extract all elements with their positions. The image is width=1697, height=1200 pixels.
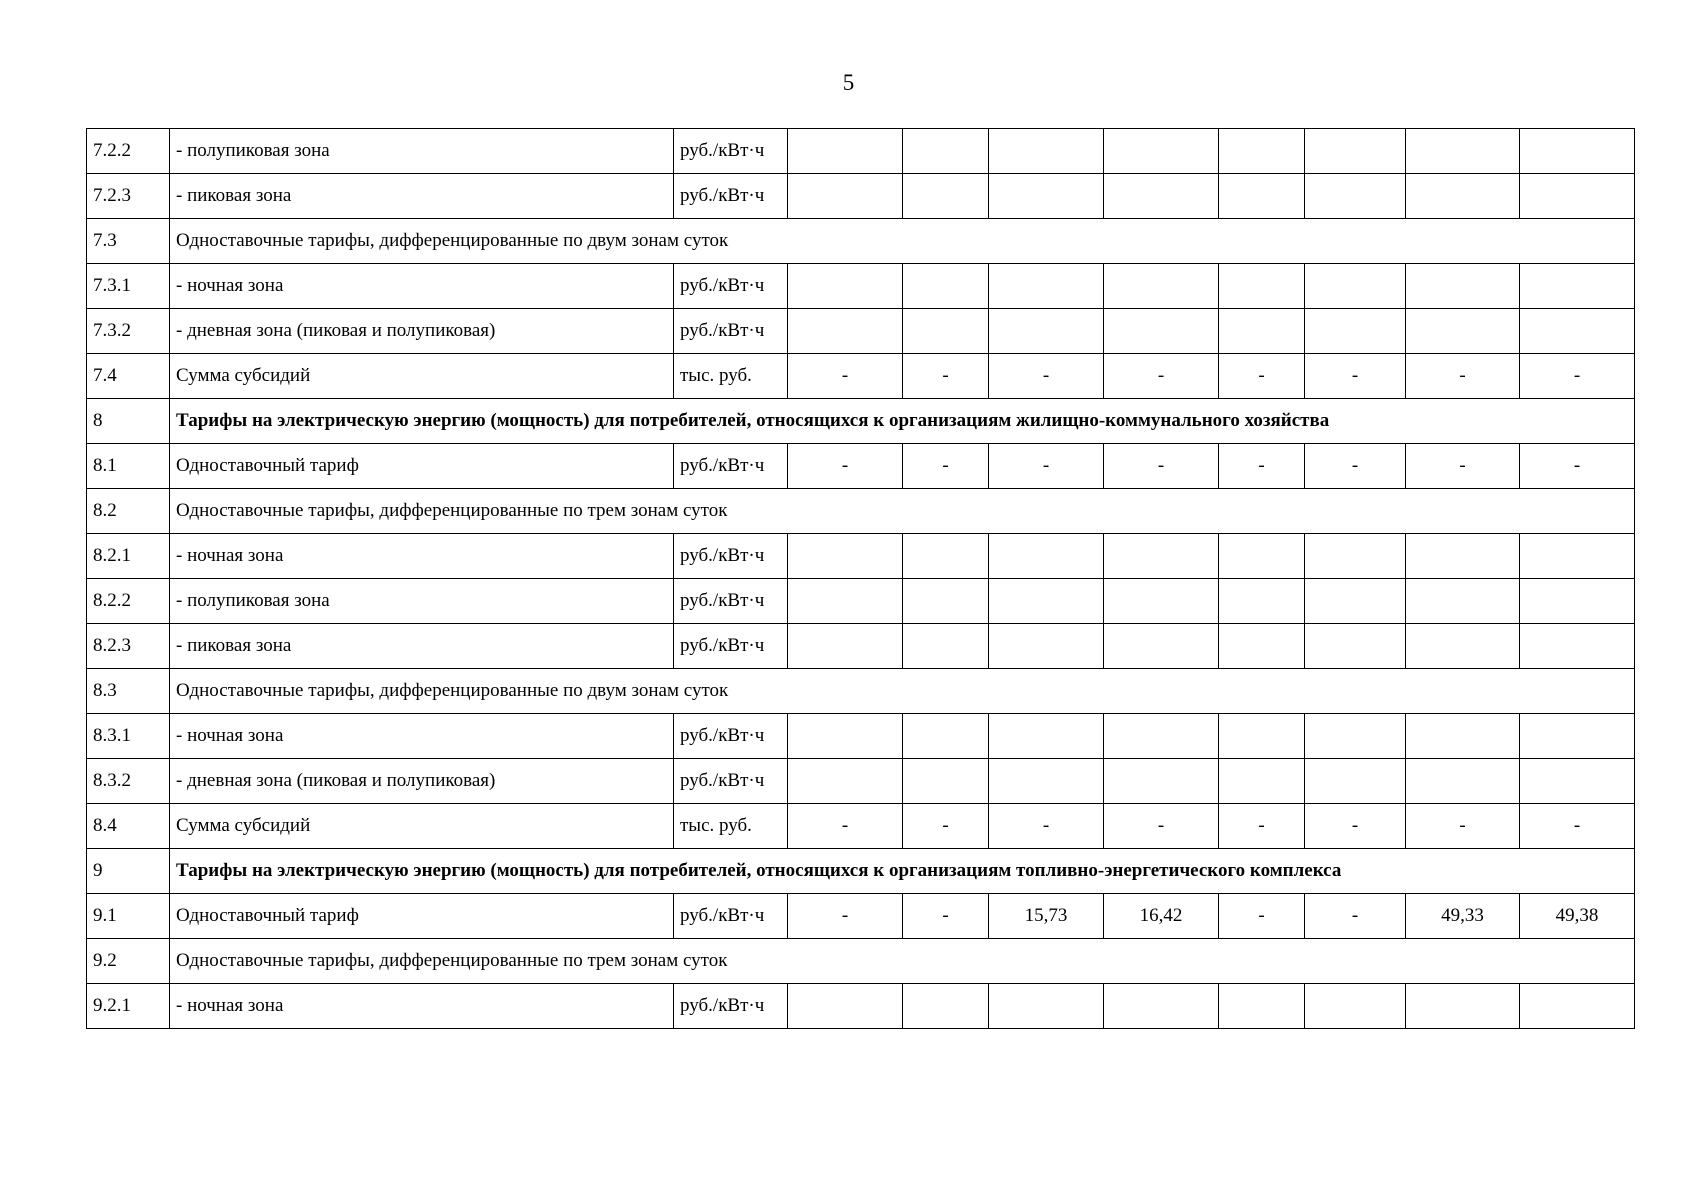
value-cell: - <box>1104 354 1219 399</box>
value-cell <box>788 534 903 579</box>
value-cell <box>1305 174 1406 219</box>
value-cell <box>1305 264 1406 309</box>
value-cell <box>1305 129 1406 174</box>
table-row <box>87 714 1635 759</box>
row-name: - полупиковая зона <box>170 129 674 174</box>
row-name: Одноставочный тариф <box>170 444 674 489</box>
value-cell <box>1104 984 1219 1029</box>
row-name: Тарифы на электрическую энергию (мощность) для потребителей, относящихся к организациям жилищно-коммунального хозяйства <box>170 399 1635 444</box>
value-cell: - <box>1520 804 1635 849</box>
value-cell: - <box>1406 354 1520 399</box>
value-cell <box>1520 624 1635 669</box>
value-cell <box>1219 579 1305 624</box>
value-cell <box>1406 759 1520 804</box>
value-cell: - <box>788 444 903 489</box>
row-name: - пиковая зона <box>170 624 674 669</box>
value-cell <box>788 759 903 804</box>
value-cell <box>788 984 903 1029</box>
value-cell: 49,38 <box>1520 894 1635 939</box>
value-cell: - <box>903 894 989 939</box>
value-cell: - <box>989 444 1104 489</box>
row-unit: руб./кВт·ч <box>674 129 788 174</box>
value-cell <box>1305 309 1406 354</box>
value-cell <box>1406 129 1520 174</box>
row-name: - ночная зона <box>170 984 674 1029</box>
row-code: 8.4 <box>87 804 170 849</box>
value-cell <box>1104 714 1219 759</box>
value-cell <box>1219 984 1305 1029</box>
value-cell <box>1520 579 1635 624</box>
value-cell: - <box>1520 444 1635 489</box>
value-cell <box>1104 174 1219 219</box>
row-code: 7.4 <box>87 354 170 399</box>
row-name: - ночная зона <box>170 534 674 579</box>
subheader-row <box>87 219 1635 264</box>
value-cell <box>1104 579 1219 624</box>
value-cell <box>989 579 1104 624</box>
value-cell: - <box>1219 444 1305 489</box>
row-unit: руб./кВт·ч <box>674 714 788 759</box>
value-cell <box>788 264 903 309</box>
value-cell <box>1520 174 1635 219</box>
row-code: 8.3.2 <box>87 759 170 804</box>
value-cell <box>1305 624 1406 669</box>
value-cell <box>1104 264 1219 309</box>
value-cell <box>903 534 989 579</box>
value-cell: - <box>1104 804 1219 849</box>
table-row <box>87 354 1635 399</box>
row-name: Одноставочные тарифы, дифференцированные по двум зонам суток <box>170 219 1635 264</box>
tariff-table <box>86 128 1635 1029</box>
value-cell <box>1520 714 1635 759</box>
value-cell: - <box>903 444 989 489</box>
table-row <box>87 894 1635 939</box>
value-cell <box>788 309 903 354</box>
row-unit: руб./кВт·ч <box>674 894 788 939</box>
value-cell <box>1406 579 1520 624</box>
value-cell <box>903 264 989 309</box>
value-cell: - <box>1219 354 1305 399</box>
value-cell <box>1104 624 1219 669</box>
value-cell <box>1219 129 1305 174</box>
value-cell <box>1305 984 1406 1029</box>
row-code: 7.2.3 <box>87 174 170 219</box>
value-cell <box>1406 714 1520 759</box>
value-cell <box>1104 309 1219 354</box>
table-row <box>87 129 1635 174</box>
value-cell: - <box>989 804 1104 849</box>
value-cell <box>1406 624 1520 669</box>
value-cell <box>903 624 989 669</box>
value-cell <box>1305 534 1406 579</box>
table-row <box>87 174 1635 219</box>
value-cell <box>1406 174 1520 219</box>
value-cell <box>1520 129 1635 174</box>
value-cell: - <box>1406 804 1520 849</box>
row-unit: руб./кВт·ч <box>674 984 788 1029</box>
value-cell: - <box>1104 444 1219 489</box>
value-cell <box>788 174 903 219</box>
value-cell <box>1104 759 1219 804</box>
value-cell: - <box>1305 354 1406 399</box>
row-unit: руб./кВт·ч <box>674 759 788 804</box>
row-code: 8.3.1 <box>87 714 170 759</box>
row-name: - ночная зона <box>170 714 674 759</box>
value-cell <box>903 174 989 219</box>
value-cell <box>903 129 989 174</box>
tariff-table-body <box>87 129 1635 1029</box>
row-name: Сумма субсидий <box>170 354 674 399</box>
table-row <box>87 804 1635 849</box>
value-cell <box>1305 579 1406 624</box>
value-cell <box>989 129 1104 174</box>
value-cell <box>903 309 989 354</box>
row-code: 8.2.1 <box>87 534 170 579</box>
value-cell: 15,73 <box>989 894 1104 939</box>
row-code: 8.2 <box>87 489 170 534</box>
row-code: 8.3 <box>87 669 170 714</box>
table-row <box>87 624 1635 669</box>
value-cell: - <box>1305 804 1406 849</box>
table-row <box>87 264 1635 309</box>
value-cell <box>788 624 903 669</box>
value-cell: - <box>989 354 1104 399</box>
value-cell: - <box>903 804 989 849</box>
subheader-row <box>87 669 1635 714</box>
section-row <box>87 399 1635 444</box>
table-row <box>87 579 1635 624</box>
value-cell: 16,42 <box>1104 894 1219 939</box>
row-name: Одноставочные тарифы, дифференцированные по трем зонам суток <box>170 489 1635 534</box>
value-cell <box>989 309 1104 354</box>
value-cell: - <box>903 354 989 399</box>
value-cell: - <box>1406 444 1520 489</box>
row-code: 7.3.1 <box>87 264 170 309</box>
value-cell <box>1406 264 1520 309</box>
value-cell <box>1104 129 1219 174</box>
row-name: Сумма субсидий <box>170 804 674 849</box>
value-cell: - <box>788 804 903 849</box>
value-cell <box>1520 534 1635 579</box>
value-cell: - <box>1520 354 1635 399</box>
row-unit: руб./кВт·ч <box>674 579 788 624</box>
row-name: Одноставочные тарифы, дифференцированные по двум зонам суток <box>170 669 1635 714</box>
value-cell <box>1219 624 1305 669</box>
row-unit: руб./кВт·ч <box>674 534 788 579</box>
value-cell <box>989 534 1104 579</box>
value-cell <box>989 714 1104 759</box>
subheader-row <box>87 939 1635 984</box>
value-cell <box>788 714 903 759</box>
row-code: 8.2.3 <box>87 624 170 669</box>
table-row <box>87 309 1635 354</box>
value-cell <box>1406 534 1520 579</box>
row-code: 7.2.2 <box>87 129 170 174</box>
value-cell: - <box>1219 894 1305 939</box>
row-code: 8.2.2 <box>87 579 170 624</box>
value-cell: - <box>1219 804 1305 849</box>
value-cell <box>989 174 1104 219</box>
row-unit: руб./кВт·ч <box>674 174 788 219</box>
value-cell <box>1305 759 1406 804</box>
value-cell <box>1520 759 1635 804</box>
row-name: - ночная зона <box>170 264 674 309</box>
value-cell <box>1406 984 1520 1029</box>
value-cell: 49,33 <box>1406 894 1520 939</box>
row-code: 9 <box>87 849 170 894</box>
row-name: Тарифы на электрическую энергию (мощность) для потребителей, относящихся к организациям топливно-энергетического комплекса <box>170 849 1635 894</box>
value-cell <box>989 984 1104 1029</box>
row-name: Одноставочные тарифы, дифференцированные по трем зонам суток <box>170 939 1635 984</box>
row-code: 9.2.1 <box>87 984 170 1029</box>
row-name: - дневная зона (пиковая и полупиковая) <box>170 309 674 354</box>
row-unit: руб./кВт·ч <box>674 309 788 354</box>
row-code: 8 <box>87 399 170 444</box>
value-cell: - <box>788 354 903 399</box>
value-cell <box>1520 264 1635 309</box>
page-number: 5 <box>842 70 855 95</box>
value-cell: - <box>788 894 903 939</box>
value-cell <box>1219 264 1305 309</box>
value-cell <box>1219 174 1305 219</box>
subheader-row <box>87 489 1635 534</box>
row-name: - полупиковая зона <box>170 579 674 624</box>
value-cell <box>989 759 1104 804</box>
value-cell <box>989 264 1104 309</box>
row-unit: тыс. руб. <box>674 804 788 849</box>
value-cell <box>903 579 989 624</box>
value-cell <box>1406 309 1520 354</box>
table-row <box>87 984 1635 1029</box>
row-name: Одноставочный тариф <box>170 894 674 939</box>
row-unit: руб./кВт·ч <box>674 264 788 309</box>
row-code: 8.1 <box>87 444 170 489</box>
value-cell <box>903 759 989 804</box>
value-cell <box>1219 714 1305 759</box>
value-cell <box>903 714 989 759</box>
table-row <box>87 534 1635 579</box>
row-code: 9.1 <box>87 894 170 939</box>
table-row <box>87 759 1635 804</box>
row-name: - пиковая зона <box>170 174 674 219</box>
row-code: 7.3.2 <box>87 309 170 354</box>
value-cell <box>788 579 903 624</box>
value-cell <box>1305 714 1406 759</box>
value-cell <box>1219 309 1305 354</box>
value-cell <box>1104 534 1219 579</box>
value-cell <box>1520 309 1635 354</box>
row-code: 9.2 <box>87 939 170 984</box>
row-unit: руб./кВт·ч <box>674 444 788 489</box>
value-cell <box>1219 759 1305 804</box>
value-cell <box>788 129 903 174</box>
value-cell: - <box>1305 894 1406 939</box>
section-row <box>87 849 1635 894</box>
row-unit: тыс. руб. <box>674 354 788 399</box>
value-cell <box>1219 534 1305 579</box>
row-code: 7.3 <box>87 219 170 264</box>
value-cell <box>1520 984 1635 1029</box>
table-row <box>87 444 1635 489</box>
row-name: - дневная зона (пиковая и полупиковая) <box>170 759 674 804</box>
row-unit: руб./кВт·ч <box>674 624 788 669</box>
value-cell <box>903 984 989 1029</box>
value-cell: - <box>1305 444 1406 489</box>
value-cell <box>989 624 1104 669</box>
